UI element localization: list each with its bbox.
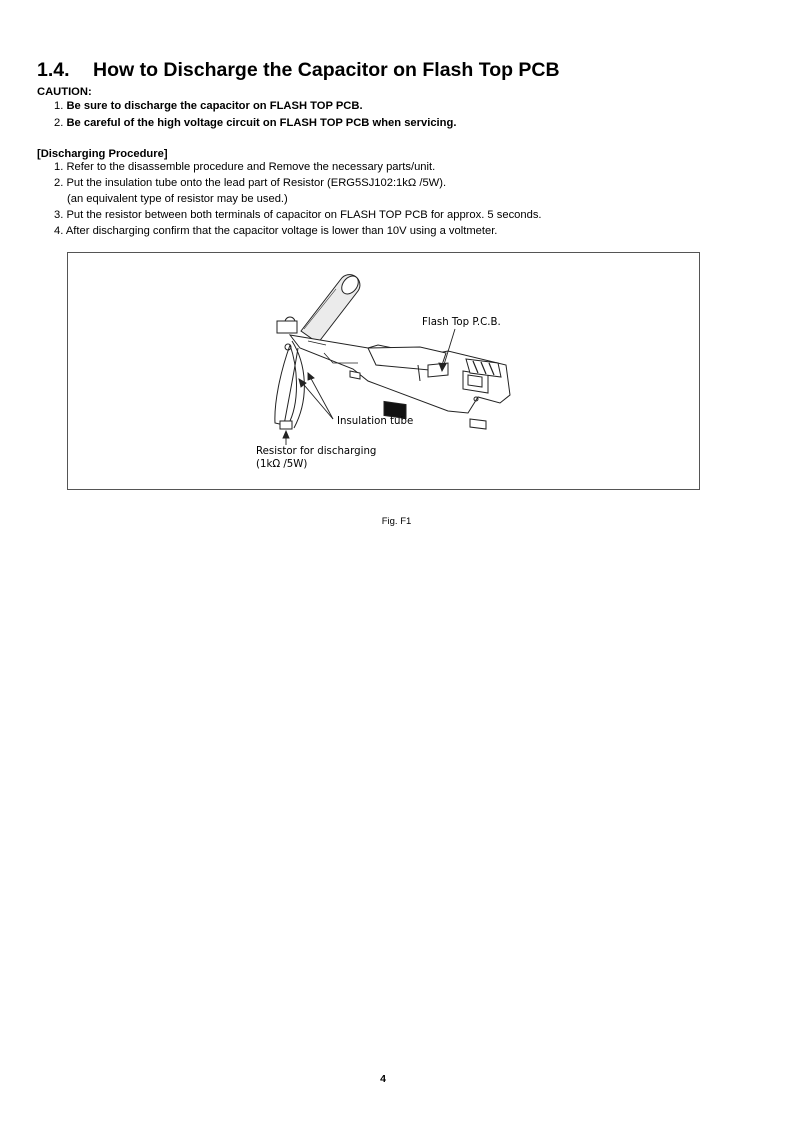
figure-caption: Fig. F1 <box>381 516 412 527</box>
procedure-step-2 <box>54 177 446 190</box>
step-number: 4. <box>54 225 64 237</box>
caution-item-number: 2. <box>54 117 64 129</box>
step-text: Refer to the disassemble procedure and Remove the necessary parts/unit. <box>66 161 436 173</box>
procedure-step-1 <box>54 161 435 174</box>
step-number: 2. <box>54 177 64 189</box>
step-number: 3. <box>54 209 64 221</box>
figure-frame <box>67 252 700 490</box>
capacitor-drawing <box>277 273 362 343</box>
caution-item-2 <box>54 117 456 130</box>
procedure-step-3 <box>54 209 542 222</box>
step-number: 1. <box>54 161 64 173</box>
caution-label: CAUTION: <box>37 86 92 98</box>
section-title: How to Discharge the Capacitor on Flash Top PCB <box>93 59 560 81</box>
resistor-drawing <box>275 341 304 429</box>
resistor-label-line1: Resistor for discharging <box>256 446 377 457</box>
page-number: 4 <box>380 1073 386 1085</box>
section-number: 1.4. <box>37 59 70 81</box>
procedure-step-4 <box>54 225 497 238</box>
insulation-tube-label: Insulation tube <box>337 416 414 427</box>
caution-item-number: 1. <box>54 100 64 112</box>
step-text: After discharging confirm that the capacitor voltage is lower than 10V using a voltmeter. <box>65 225 498 237</box>
discharge-illustration <box>68 253 701 491</box>
step-text: Put the resistor between both terminals of capacitor on FLASH TOP PCB for approx. 5 seconds. <box>66 209 542 221</box>
section-heading <box>37 59 560 82</box>
caution-item-text: Be careful of the high voltage circuit on FLASH TOP PCB when servicing. <box>66 117 457 129</box>
procedure-label: [Discharging Procedure] <box>37 148 168 160</box>
caution-item-1 <box>54 100 363 113</box>
step-text: Put the insulation tube onto the lead part of Resistor (ERG5SJ102:1kΩ /5W). <box>66 177 447 189</box>
pcb-label: Flash Top P.C.B. <box>422 317 501 328</box>
caution-item-text: Be sure to discharge the capacitor on FLASH TOP PCB. <box>66 100 363 112</box>
procedure-step-2-note: (an equivalent type of resistor may be used.) <box>67 193 288 205</box>
resistor-label-line2: (1kΩ /5W) <box>256 459 308 470</box>
flash-pcb-drawing <box>290 335 510 429</box>
